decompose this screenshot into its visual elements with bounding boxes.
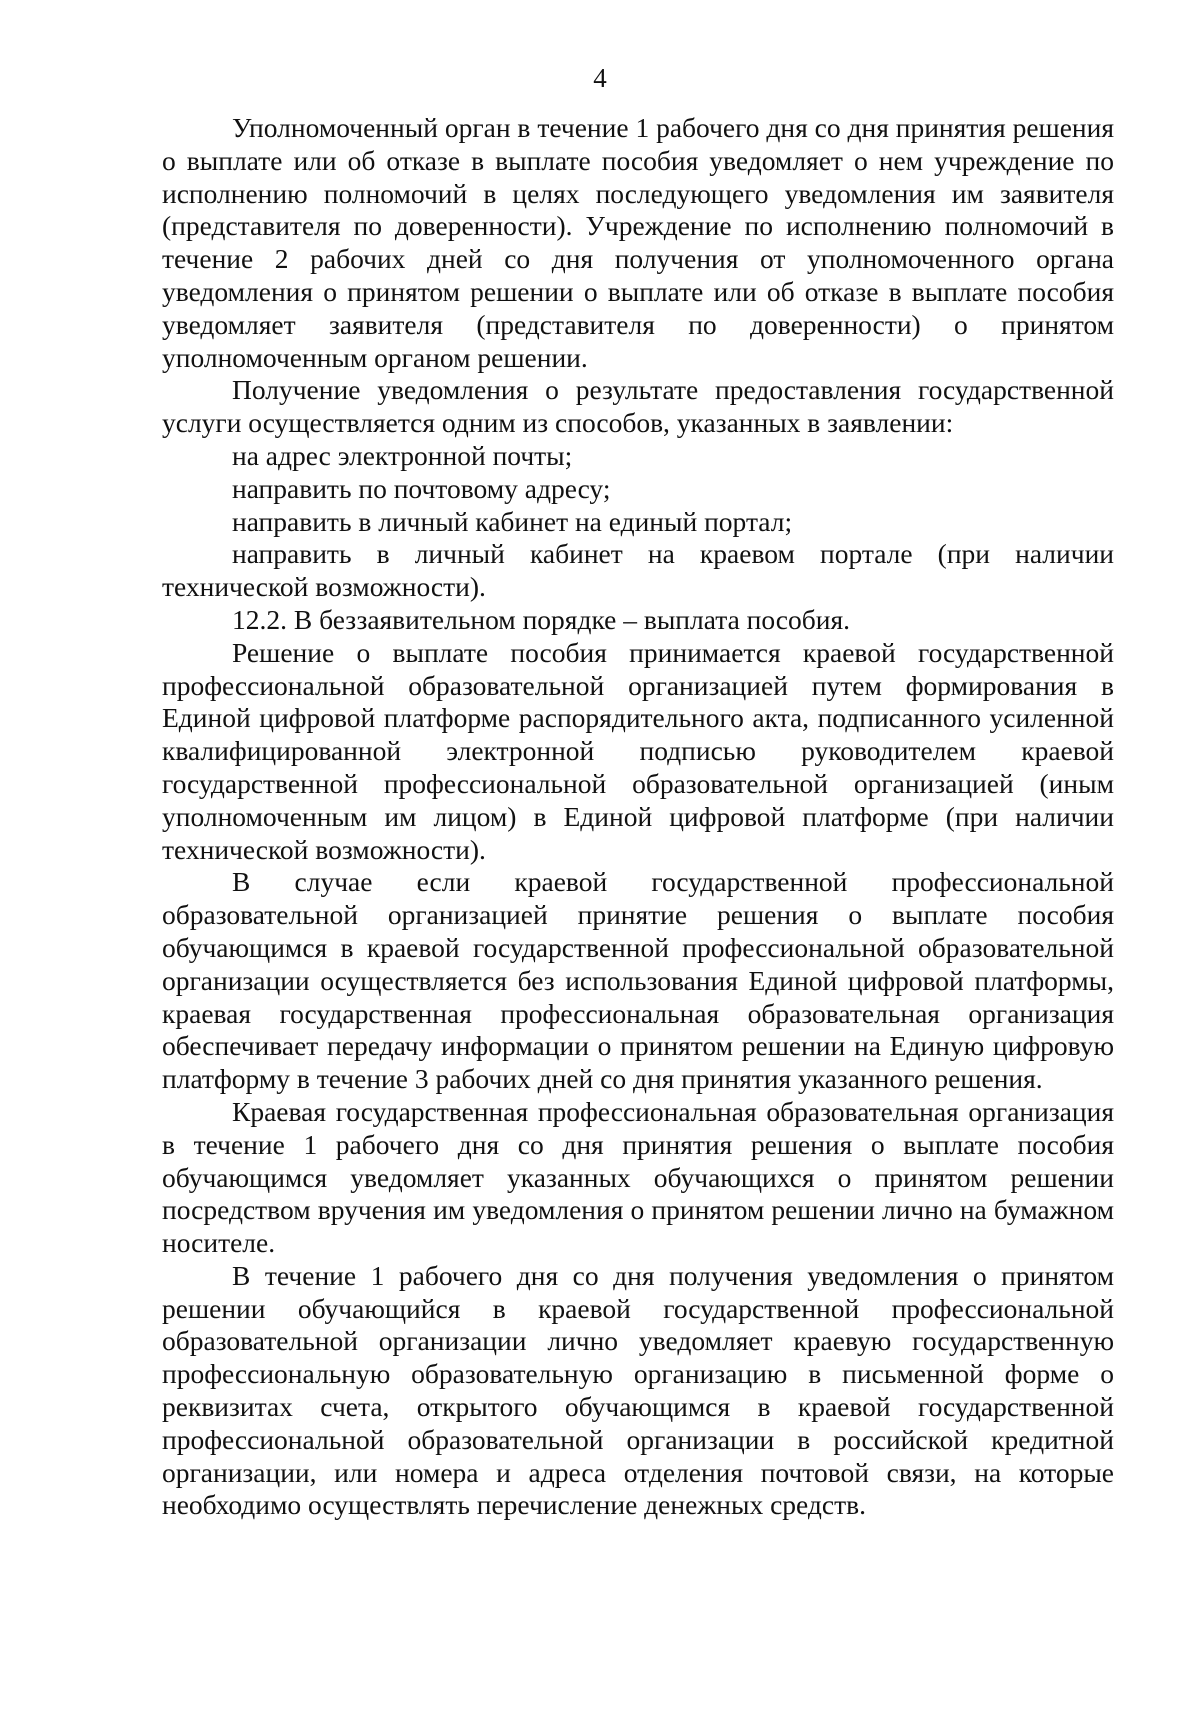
paragraph-notification-methods: Получение уведомления о результате предоставления государственной услуги осуществляется одним из способов, указанных в заявлении: bbox=[162, 374, 1114, 439]
list-item-postal-address: направить по почтовому адресу; bbox=[232, 472, 611, 504]
paragraph-authority-notification: Уполномоченный орган в течение 1 рабочего дня со дня принятия решения о выплате или об отказе в выплате пособия уведомляет о нем учреждение по исполнению полномочий в целях последующего уведомления им заявителя (представителя по доверенности). Учреждение по исполнению полномочий в течение 2 рабочих дней со дня получения от уполномоченного органа уведомления о принятом решении о выплате или об отказе в выплате пособия уведомляет заявителя (представителя по доверенности) о принятом уполномоченным органом решении. bbox=[162, 112, 1114, 373]
section-heading-12-2: 12.2. В беззаявительном порядке – выплата пособия. bbox=[232, 603, 850, 635]
list-item-regional-portal: направить в личный кабинет на краевом портале (при наличии технической возможности). bbox=[162, 538, 1114, 603]
paragraph-payment-decision: Решение о выплате пособия принимается краевой государственной профессиональной образовательной организацией путем формирования в Единой цифровой платформе распорядительного акта, подписанного усиленной квалифицированной электронной подписью руководителем краевой государственной профессиональной образовательной организацией (иным уполномоченным им лицом) в Единой цифровой платформе (при наличии технической возможности). bbox=[162, 636, 1114, 865]
paragraph-account-details: В течение 1 рабочего дня со дня получения уведомления о принятом решении обучающийся в краевой государственной профессиональной образовательной организации лично уведомляет краевую государственную профессиональную образовательную организацию в письменной форме о реквизитах счета, открытого обучающимся в краевой государственной профессиональной образовательной организации в российской кредитной организации, или номера и адреса отделения почтовой связи, на которые необходимо осуществлять перечисление денежных средств. bbox=[162, 1259, 1114, 1521]
document-body bbox=[162, 112, 1114, 1522]
list-item-unified-portal: направить в личный кабинет на единый портал; bbox=[232, 505, 793, 537]
paragraph-without-platform: В случае если краевой государственной профессиональной образовательной организацией принятие решения о выплате пособия обучающимся в краевой государственной профессиональной образовательной организации осуществляется без использования Единой цифровой платформы, краевая государственная профессиональная образовательная организация обеспечивает передачу информации о принятом решении на Единую цифровую платформу в течение 3 рабочих дней со дня принятия указанного решения. bbox=[162, 866, 1114, 1095]
list-item-email: на адрес электронной почты; bbox=[232, 439, 573, 471]
page-number: 4 bbox=[593, 63, 607, 93]
paragraph-student-notification: Краевая государственная профессиональная образовательная организация в течение 1 рабочего дня со дня принятия решения о выплате пособия обучающимся уведомляет указанных обучающихся о принятом решении посредством вручения им уведомления о принятом решении лично на бумажном носителе. bbox=[162, 1095, 1114, 1259]
